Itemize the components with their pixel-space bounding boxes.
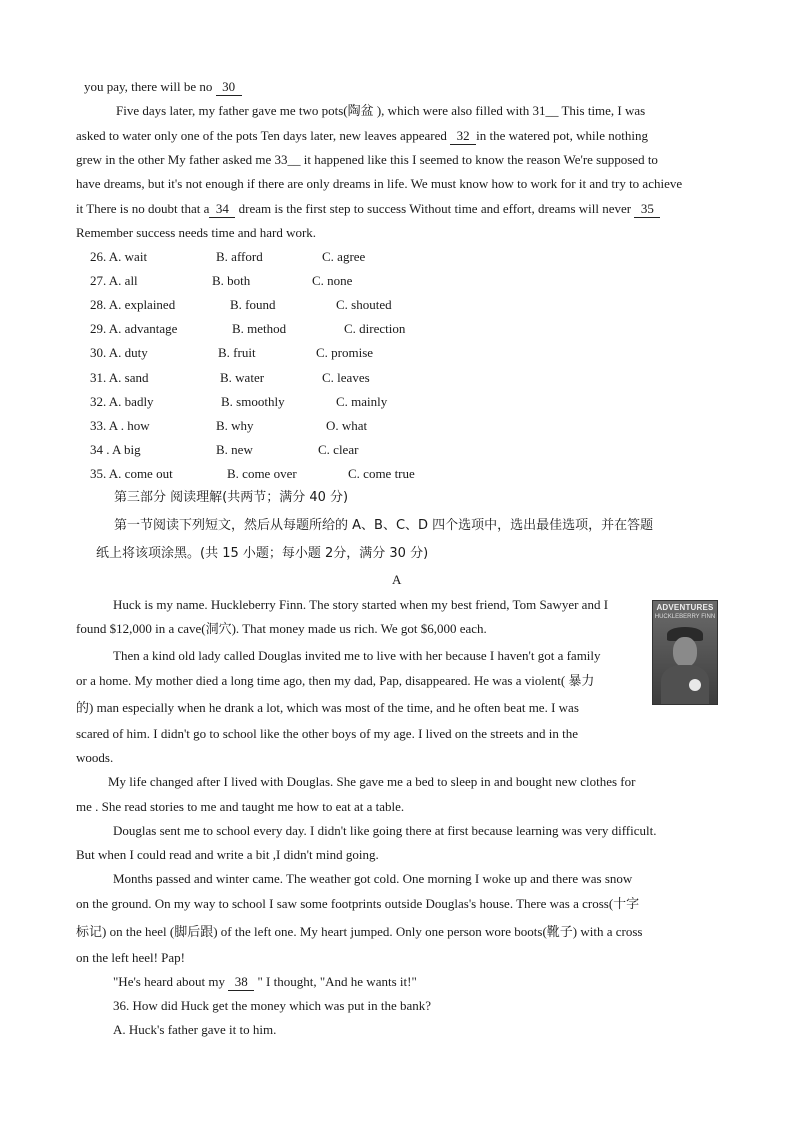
passage-line [76, 176, 682, 192]
option-c: C. none [312, 273, 353, 288]
passage-label: A [392, 572, 402, 587]
body-shape [661, 665, 709, 705]
line-text: " I thought, "And he wants it!" [254, 974, 417, 989]
option-a: 34 . A big [90, 442, 141, 457]
passage-line: 标记) on the heel (脚后跟) of the left one. My heart jumped. Only one person wore boots(靴子) with a cross [76, 924, 643, 939]
blank-35: 35 [634, 201, 660, 218]
blank-32: 32 [450, 128, 476, 145]
option-b: B. come over [227, 466, 297, 481]
line-text: Five days later, my father gave me two pots(陶盆 ), which were also filled with 31__ This time, I was [116, 103, 646, 118]
option-a: 27. A. all [90, 273, 138, 288]
passage-line [76, 225, 316, 241]
option-b: B. smoothly [221, 394, 285, 409]
option-a: 33. A . how [90, 418, 150, 433]
question-36-option-a: A. Huck's father gave it to him. [113, 1022, 277, 1037]
option-c: C. promise [316, 345, 374, 360]
passage-line: on the left heel! Pap! [76, 950, 186, 965]
blank-38: 38 [228, 974, 254, 991]
passage-line: on the ground. On my way to school I saw some footprints outside Douglas's house. There was a cross(十字 [76, 896, 640, 911]
line-text: dream is the first step to success Without time and effort, dreams will never [235, 201, 635, 216]
face-shape [673, 637, 697, 667]
passage-line: Huck is my name. Huckleberry Finn. The story started when my best friend, Tom Sawyer and I [113, 597, 609, 612]
passage-line: 的) man especially when he drank a lot, which was most of the time, and he often beat me. I was [76, 700, 579, 715]
option-b: B. method [232, 321, 287, 336]
option-c: C. direction [344, 321, 406, 336]
line-text: grew in the other My father asked me 33__ it happened like this I seemed to know the reason We're supposed to [76, 152, 658, 167]
blank-30: 30 [216, 79, 242, 96]
passage-line: Months passed and winter came. The weather got cold. One morning I woke up and there was snow [113, 871, 633, 886]
option-b: B. fruit [218, 345, 256, 360]
option-b: B. why [216, 418, 254, 433]
option-a: 26. A. wait [90, 249, 148, 264]
book-cover-image [652, 600, 718, 705]
option-a: 32. A. badly [90, 394, 154, 409]
option-c: C. mainly [336, 394, 388, 409]
passage-line: My life changed after I lived with Douglas. She gave me a bed to sleep in and bought new clothes for [108, 774, 636, 789]
passage-line: But when I could read and write a bit ,I didn't mind going. [76, 847, 379, 862]
option-b: B. afford [216, 249, 263, 264]
option-c: C. come true [348, 466, 415, 481]
section-title: 第三部分 阅读理解(共两节；满分 40 分) [114, 490, 349, 505]
passage-line [76, 201, 660, 218]
passage-line: me . She read stories to me and taught me how to eat at a table. [76, 799, 405, 814]
line-text: in the watered pot, while nothing [476, 128, 648, 143]
blank-34: 34 [209, 201, 235, 218]
passage-line: or a home. My mother died a long time ago, then my dad, Pap, disappeared. He was a violent( 暴力 [76, 673, 595, 688]
option-c: C. agree [322, 249, 366, 264]
instruction-line: 纸上将该项涂黑。(共 15 小题；每小题 2分，满分 30 分) [96, 546, 429, 561]
line-text: you pay, there will be no [84, 79, 216, 94]
option-c: C. shouted [336, 297, 392, 312]
option-c: C. leaves [322, 370, 370, 385]
line-text: asked to water only one of the pots Ten days later, new leaves appeared [76, 128, 451, 143]
line-text: "He's heard about my [113, 974, 229, 989]
passage-line: found $12,000 in a cave(洞穴). That money made us rich. We got $6,000 each. [76, 621, 487, 636]
option-b: B. found [230, 297, 276, 312]
passage-line [76, 152, 658, 168]
passage-line: scared of him. I didn't go to school like the other boys of my age. I lived on the streets and in the [76, 726, 579, 741]
option-b: B. new [216, 442, 253, 457]
book-title: ADVENTURES [656, 603, 714, 612]
passage-line [84, 79, 242, 96]
option-b: B. water [220, 370, 265, 385]
passage-line: Douglas sent me to school every day. I didn't like going there at first because learning was very difficult. [113, 823, 657, 838]
option-a: 28. A. explained [90, 297, 176, 312]
line-text: Remember success needs time and hard work. [76, 225, 317, 240]
option-c: O. what [326, 418, 368, 433]
question-36: 36. How did Huck get the money which was put in the bank? [113, 998, 432, 1013]
option-b: B. both [212, 273, 251, 288]
passage-line [113, 974, 417, 991]
book-subtitle: HUCKLEBERRY FINN [654, 614, 716, 620]
option-c: C. clear [318, 442, 359, 457]
instruction-line: 第一节阅读下列短文，然后从每题所给的 A、B、C、D 四个选项中，选出最佳选项，并在答题 [114, 518, 654, 533]
passage-line [116, 103, 645, 119]
option-a: 30. A. duty [90, 345, 148, 360]
option-a: 31. A. sand [90, 370, 149, 385]
line-text: have dreams, but it's not enough if there are only dreams in life. We must know how to work for it and try to achieve [76, 176, 683, 191]
option-a: 35. A. come out [90, 466, 173, 481]
passage-line [76, 128, 648, 145]
passage-line: Then a kind old lady called Douglas invited me to live with her because I haven't got a family [113, 648, 601, 663]
line-text: it There is no doubt that a [76, 201, 210, 216]
magnifier-shape [689, 679, 701, 691]
option-a: 29. A. advantage [90, 321, 178, 336]
passage-line: woods. [76, 750, 114, 765]
